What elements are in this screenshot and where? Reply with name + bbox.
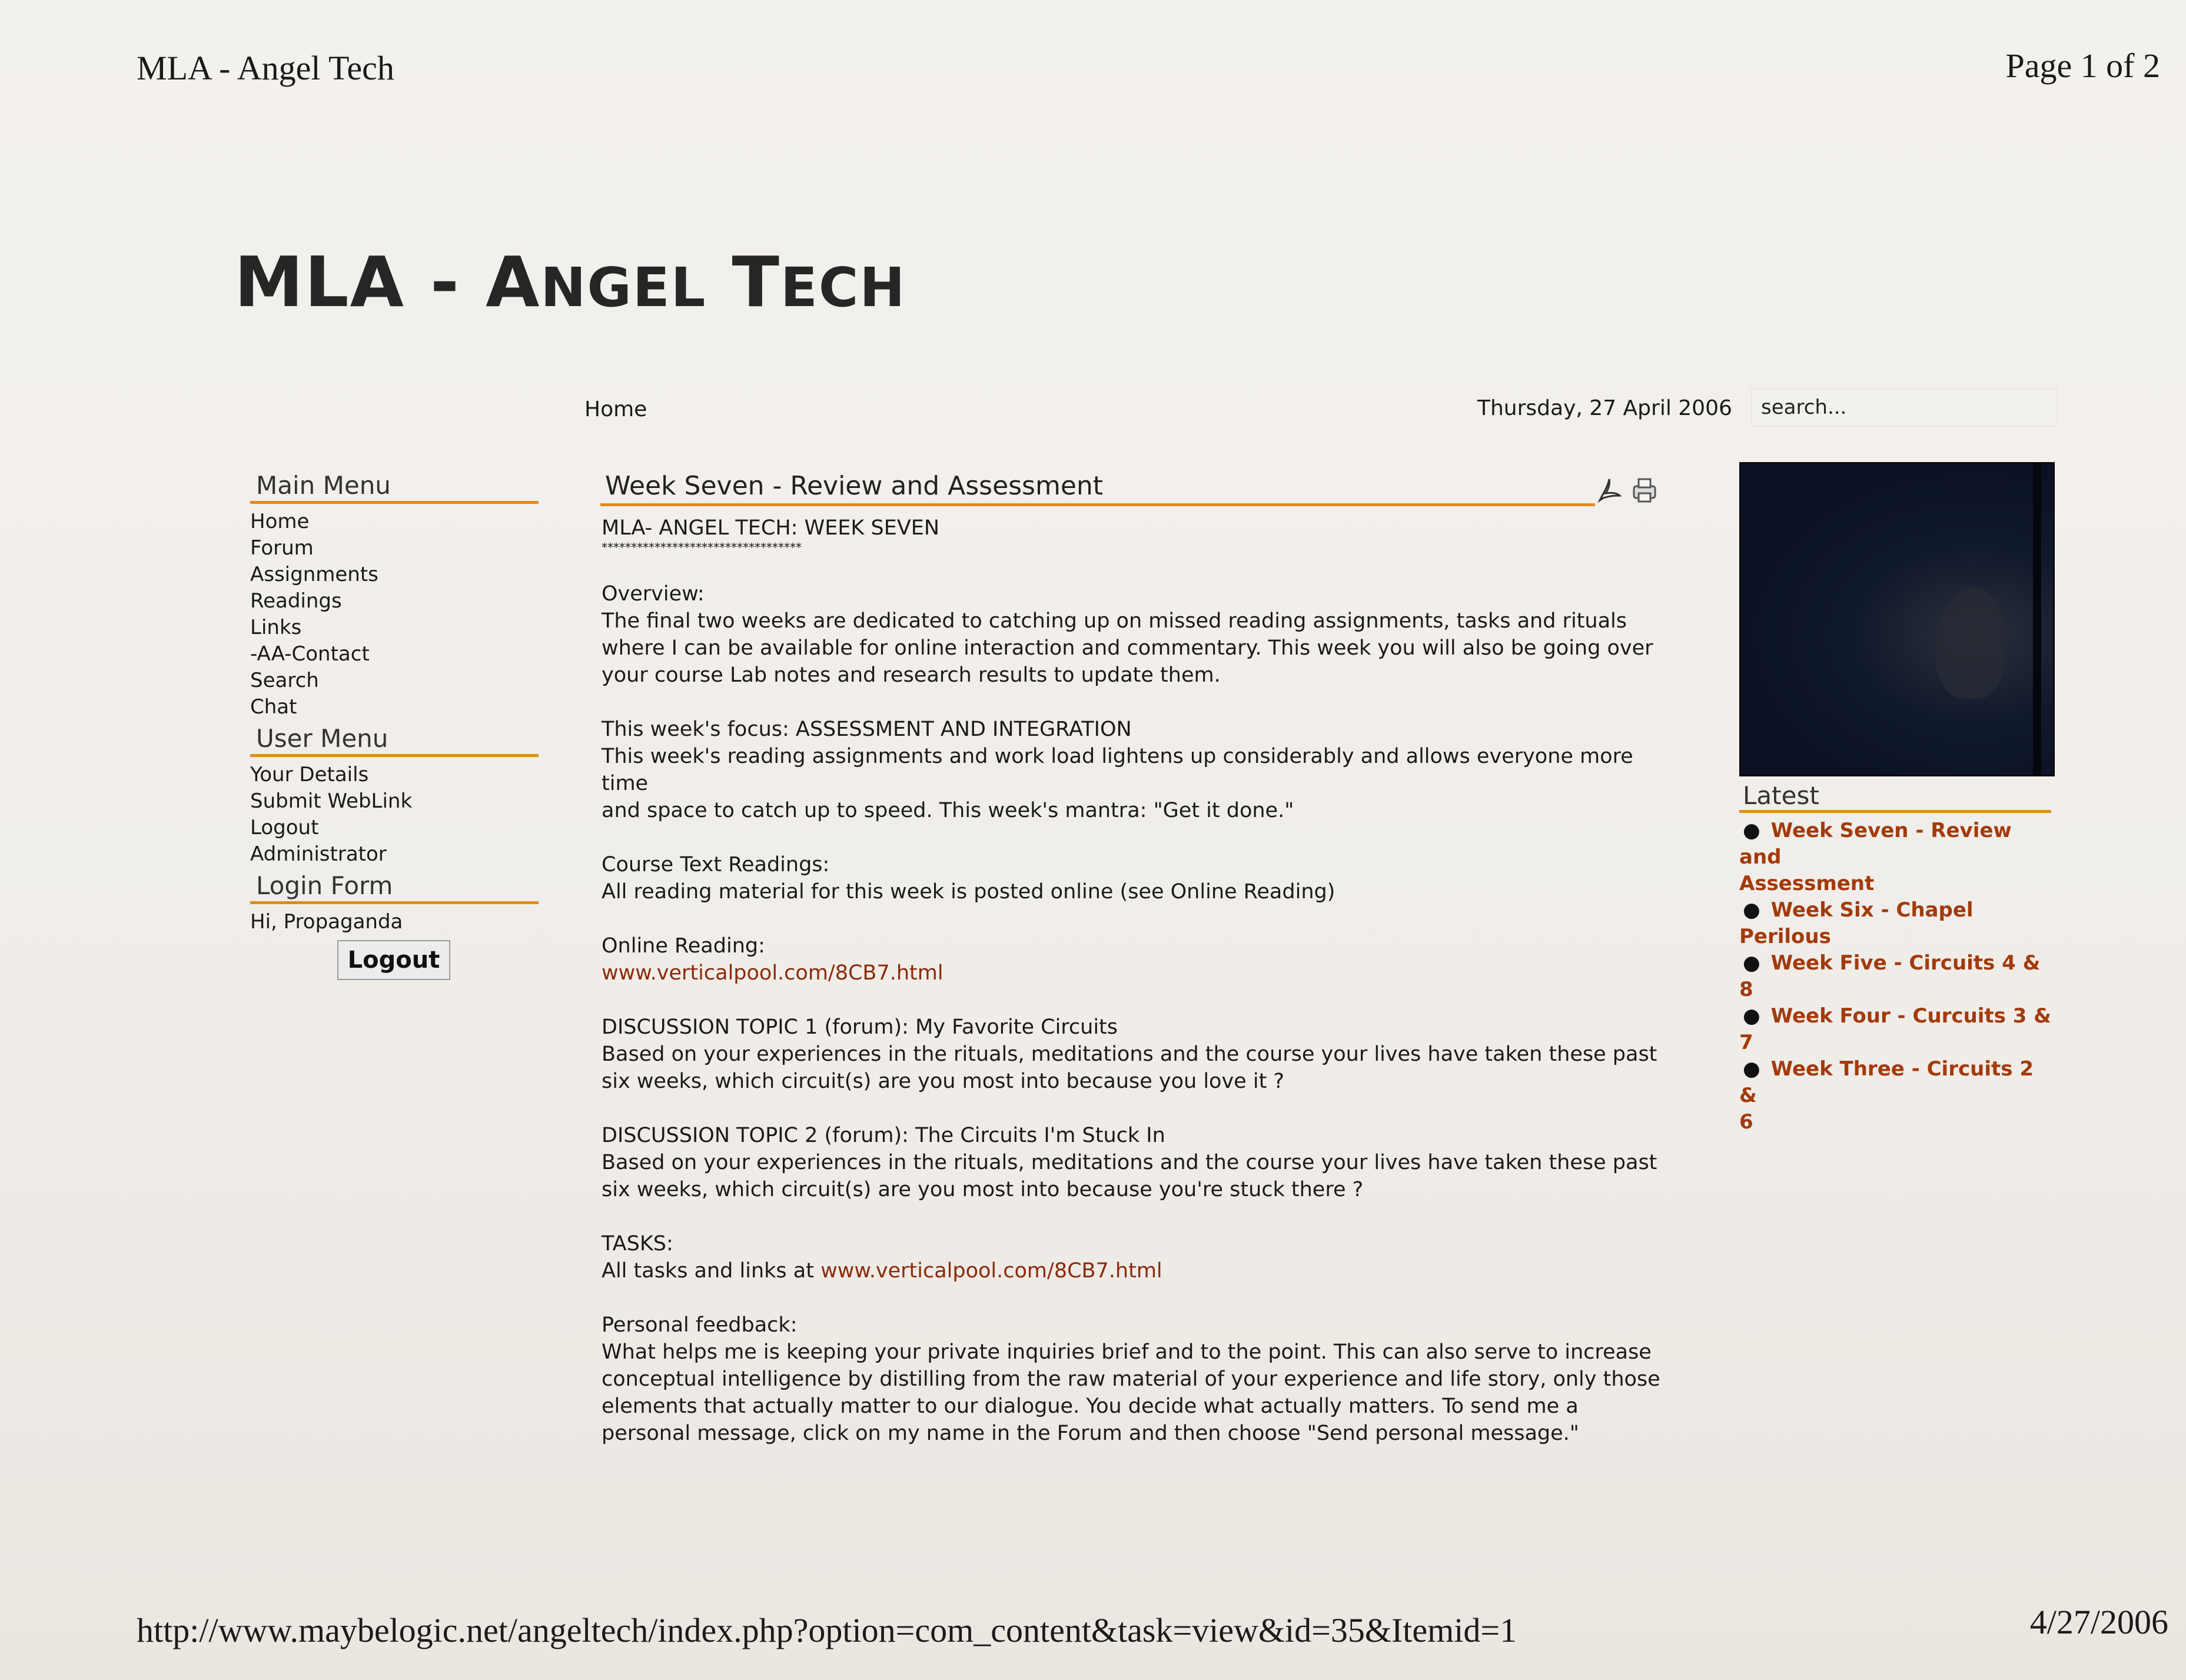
bullet-icon: ● xyxy=(1743,1057,1760,1081)
main-menu-heading: Main Menu xyxy=(250,471,539,504)
search-input[interactable] xyxy=(1751,389,2057,426)
bullet-icon: ● xyxy=(1743,898,1760,922)
focus-label: This week's focus: ASSESSMENT AND INTEGRATION xyxy=(602,718,1132,741)
left-sidebar xyxy=(250,471,539,980)
latest-item[interactable] xyxy=(1739,818,2057,897)
article-title: Week Seven - Review and Assessment xyxy=(605,471,1104,501)
online-reading-label: Online Reading: xyxy=(602,934,765,958)
main-menu-item-home[interactable]: Home xyxy=(250,510,310,533)
print-footer-date: 4/27/2006 xyxy=(2029,1603,2168,1641)
article-header xyxy=(600,471,1595,506)
latest-item-title-cont: 7 xyxy=(1739,1031,1753,1054)
site-title-part: NGEL xyxy=(540,256,707,319)
main-menu-item-readings[interactable]: Readings xyxy=(250,589,342,613)
feedback-text: personal message, click on my name in the Forum and then choose "Send personal message." xyxy=(602,1422,1579,1445)
main-menu xyxy=(250,509,539,721)
print-footer-url: http://www.maybelogic.net/angeltech/index.php?option=com_content&task=view&id=35&Itemid=1 xyxy=(137,1611,1517,1649)
readings-text: All reading material for this week is posted online (see Online Reading) xyxy=(602,880,1335,904)
online-reading-link[interactable]: www.verticalpool.com/8CB7.html xyxy=(602,961,943,985)
main-menu-item-search[interactable]: Search xyxy=(250,669,319,692)
latest-item-title: Week Six - Chapel xyxy=(1770,898,1974,922)
site-title xyxy=(234,241,906,323)
main-content xyxy=(600,471,1677,1474)
site-title-part: T xyxy=(706,241,780,323)
latest-item-title: Week Three - Circuits 2 & xyxy=(1739,1057,2034,1107)
main-menu-item-forum[interactable]: Forum xyxy=(250,536,314,560)
breadcrumb-home[interactable]: Home xyxy=(584,397,647,421)
overview-label: Overview: xyxy=(602,582,705,606)
pdf-icon[interactable] xyxy=(1595,476,1623,504)
topic1-text: Based on your experiences in the rituals, meditations and the course your lives have taken these past xyxy=(602,1042,1657,1066)
article-tools xyxy=(1595,476,1659,504)
bullet-icon: ● xyxy=(1743,819,1760,842)
latest-item[interactable] xyxy=(1739,950,2057,1003)
latest-item-title-cont: 8 xyxy=(1739,978,1753,1001)
logout-button[interactable]: Logout xyxy=(337,940,450,980)
feedback-label: Personal feedback: xyxy=(602,1313,798,1337)
article-divider-stars: ********************************** xyxy=(602,540,802,555)
main-menu-item-assignments[interactable]: Assignments xyxy=(250,563,378,586)
latest-item-title: Week Four - Curcuits 3 & xyxy=(1770,1004,2051,1028)
latest-item[interactable] xyxy=(1739,1003,2057,1056)
feedback-text: What helps me is keeping your private inquiries brief and to the point. This can also serve to increase xyxy=(602,1340,1652,1364)
photo-frame-edge xyxy=(2033,464,2041,775)
main-menu-item-links[interactable]: Links xyxy=(250,616,302,639)
login-greeting: Hi, Propaganda xyxy=(250,910,403,934)
article-subtitle: MLA- ANGEL TECH: WEEK SEVEN xyxy=(602,516,940,540)
main-menu-item-contact[interactable]: -AA-Contact xyxy=(250,642,370,666)
topic1-text: six weeks, which circuit(s) are you most into because you love it ? xyxy=(602,1070,1284,1093)
overview-text: The final two weeks are dedicated to catching up on missed reading assignments, tasks and rituals xyxy=(602,609,1627,633)
featured-photo xyxy=(1739,462,2055,776)
latest-item-title-cont: Assessment xyxy=(1739,872,1875,895)
print-page-number: Page 1 of 2 xyxy=(2005,47,2160,85)
tasks-text: All tasks and links at xyxy=(602,1259,821,1283)
topic2-text: Based on your experiences in the rituals, meditations and the course your lives have taken these past xyxy=(602,1151,1657,1174)
main-menu-item-chat[interactable]: Chat xyxy=(250,695,297,719)
topic2-text: six weeks, which circuit(s) are you most into because you're stuck there ? xyxy=(602,1178,1364,1201)
tasks-label: TASKS: xyxy=(602,1232,673,1256)
latest-item-title-cont: 6 xyxy=(1739,1110,1753,1134)
feedback-text: conceptual intelligence by distilling from the raw material of your experience and life story, only those xyxy=(602,1367,1660,1391)
overview-text: your course Lab notes and research results to update them. xyxy=(602,663,1221,687)
right-sidebar xyxy=(1739,462,2057,1136)
current-date: Thursday, 27 April 2006 xyxy=(1477,396,1732,420)
site-title-part: MLA - A xyxy=(234,241,541,323)
print-icon[interactable] xyxy=(1630,476,1659,504)
latest-item-title: Week Five - Circuits 4 & xyxy=(1770,951,2041,975)
article-body xyxy=(600,514,1679,1447)
site-title-part: ECH xyxy=(780,256,906,319)
login-form-heading: Login Form xyxy=(250,871,539,904)
readings-label: Course Text Readings: xyxy=(602,853,830,876)
focus-text: This week's reading assignments and work load lightens up considerably and allows everyone more time xyxy=(602,745,1633,795)
bullet-icon: ● xyxy=(1743,951,1760,975)
latest-list xyxy=(1739,818,2057,1136)
user-menu xyxy=(250,762,539,868)
overview-text: where I can be available for online interaction and commentary. This week you will also be going over xyxy=(602,636,1653,660)
topic1-label: DISCUSSION TOPIC 1 (forum): My Favorite Circuits xyxy=(602,1015,1118,1039)
tasks-line xyxy=(602,1257,1679,1284)
latest-item[interactable] xyxy=(1739,897,2057,950)
focus-text: and space to catch up to speed. This week's mantra: "Get it done." xyxy=(602,799,1294,822)
bullet-icon: ● xyxy=(1743,1004,1760,1028)
user-menu-item-administrator[interactable]: Administrator xyxy=(250,842,387,866)
latest-item-title: Week Seven - Review and xyxy=(1739,819,2012,869)
user-menu-item-logout[interactable]: Logout xyxy=(250,816,319,839)
user-menu-item-details[interactable]: Your Details xyxy=(250,763,369,786)
latest-item[interactable] xyxy=(1739,1056,2057,1136)
photo-figure xyxy=(1935,587,2006,699)
print-header-title: MLA - Angel Tech xyxy=(137,49,394,87)
latest-heading: Latest xyxy=(1739,781,2051,813)
user-menu-heading: User Menu xyxy=(250,724,539,757)
feedback-text: elements that actually matter to our dialogue. You decide what actually matters. To send me a xyxy=(602,1395,1579,1418)
tasks-link[interactable]: www.verticalpool.com/8CB7.html xyxy=(820,1259,1162,1283)
topic2-label: DISCUSSION TOPIC 2 (forum): The Circuits I'm Stuck In xyxy=(602,1124,1165,1147)
latest-item-title-cont: Perilous xyxy=(1739,925,1831,948)
user-menu-item-submit-weblink[interactable]: Submit WebLink xyxy=(250,789,413,813)
